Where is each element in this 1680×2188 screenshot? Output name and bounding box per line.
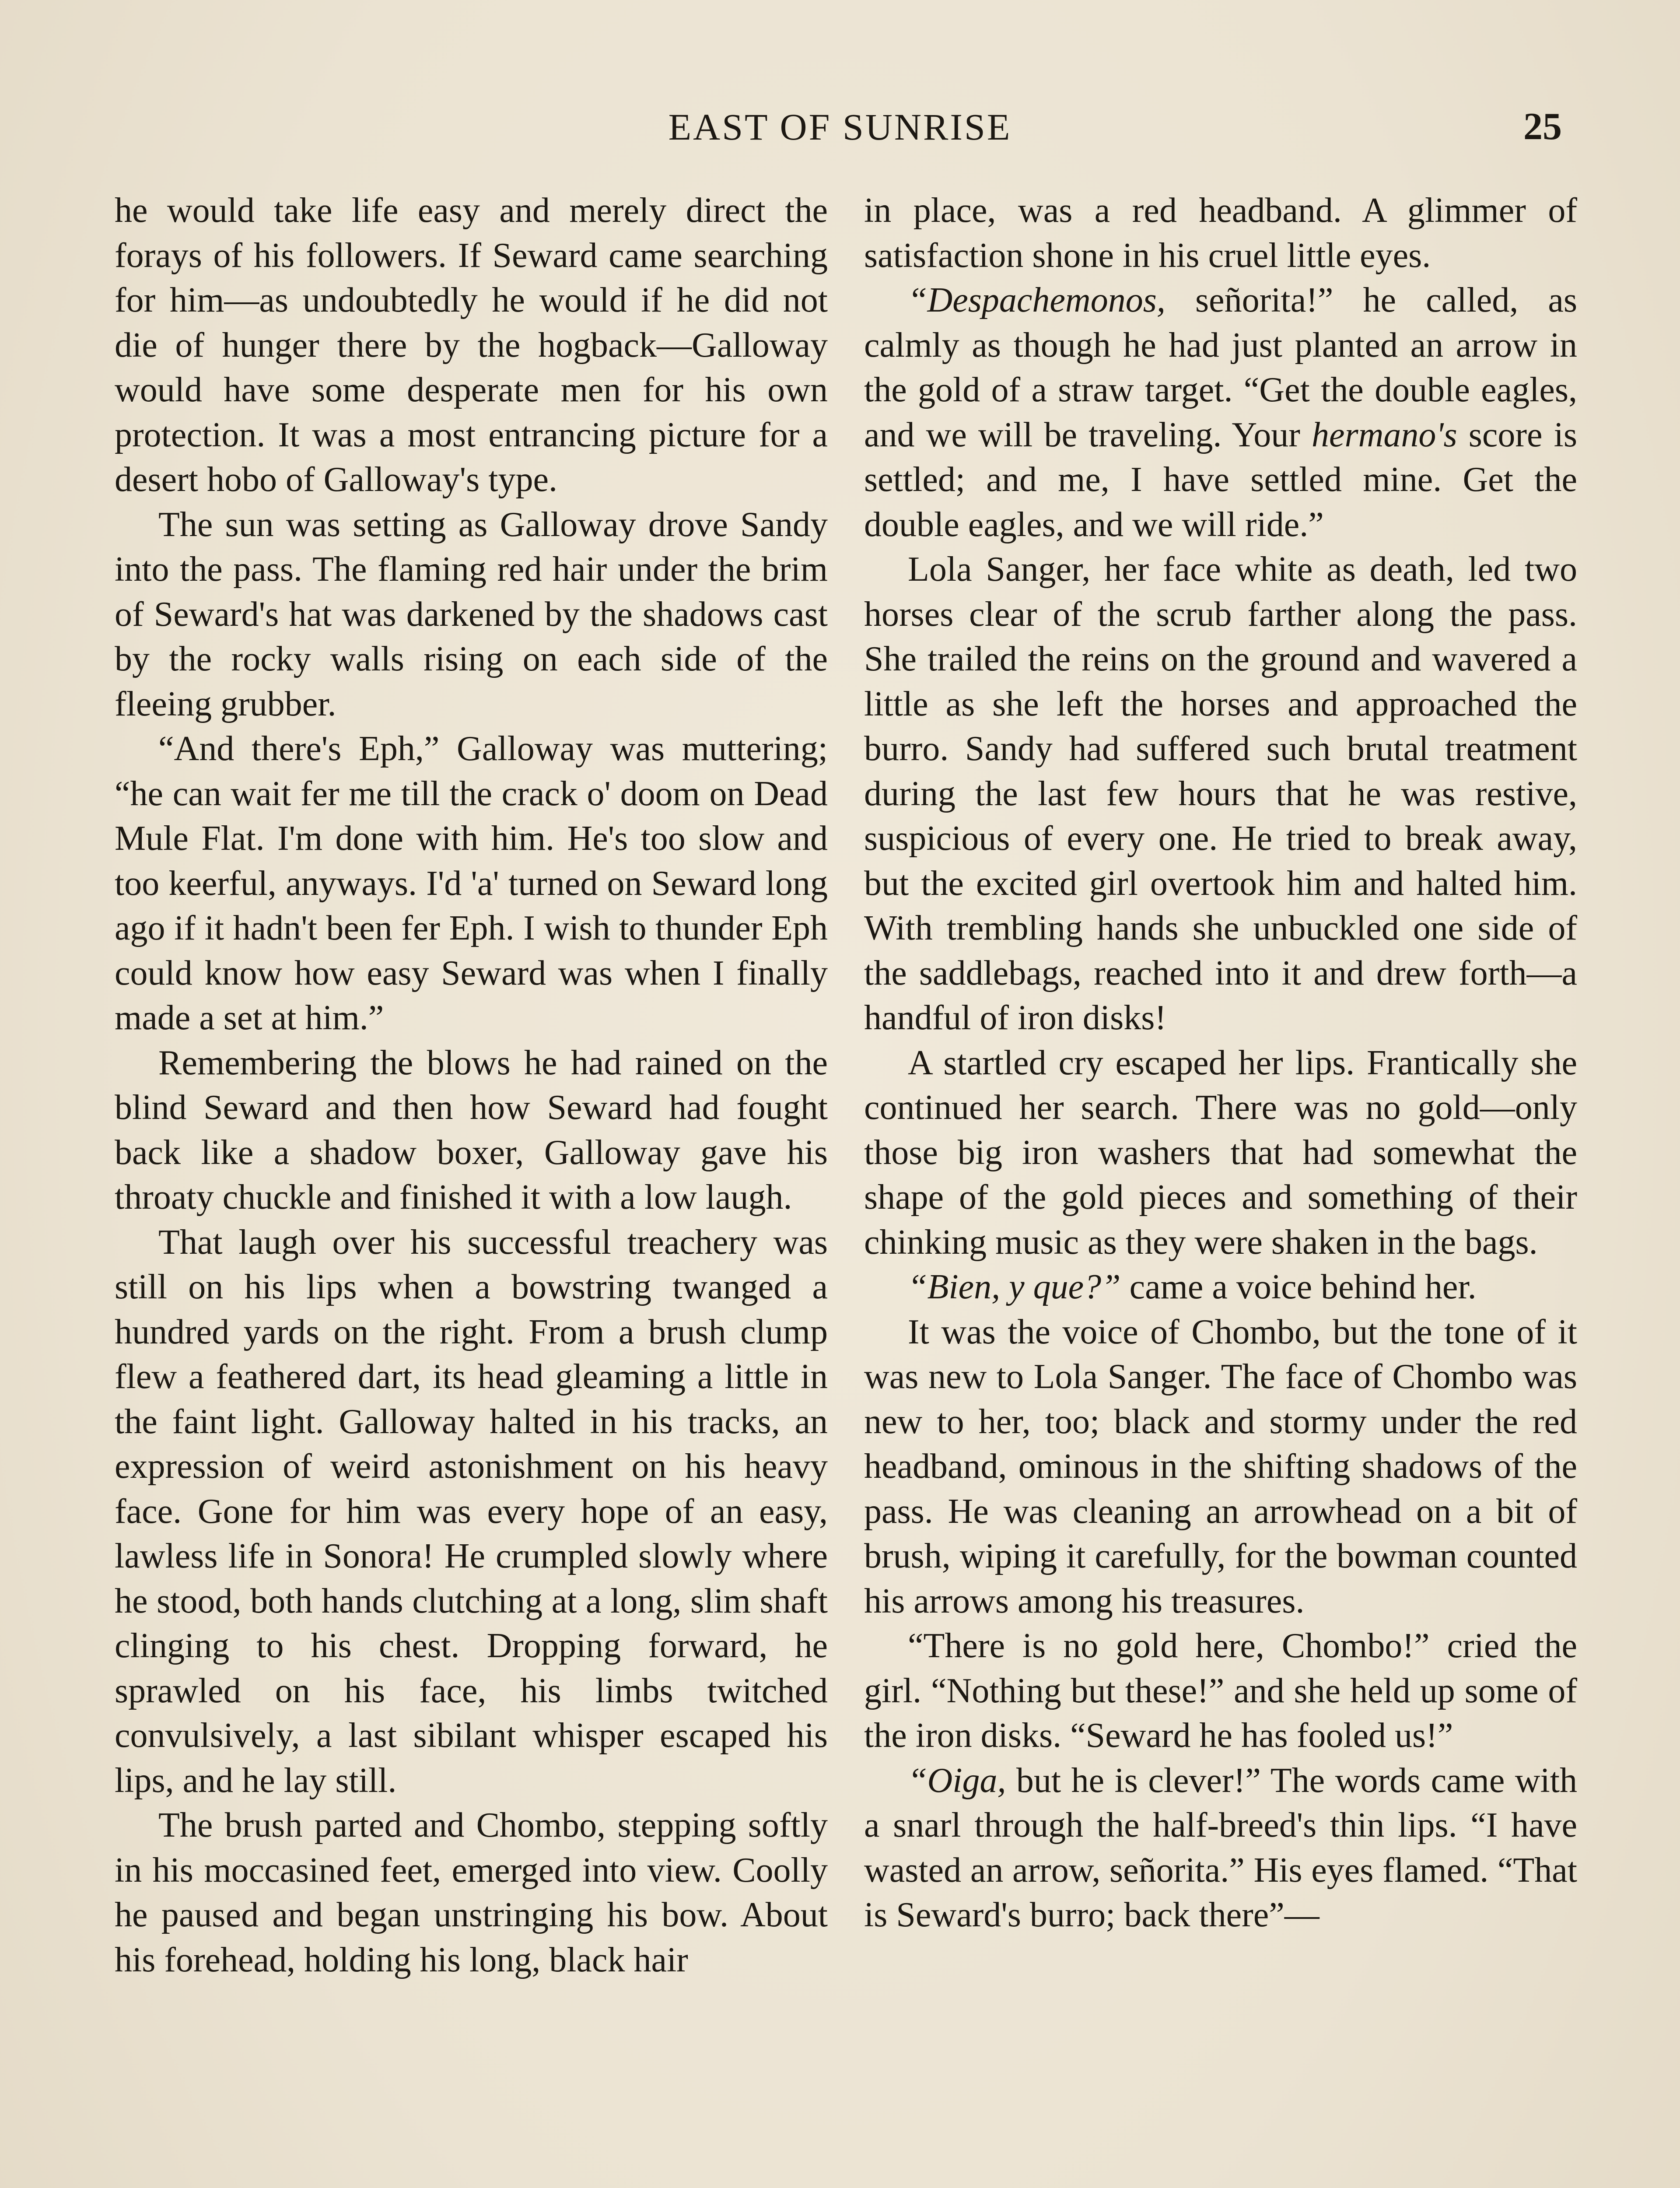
paragraph: It was the voice of Chombo, but the tone of it was new to Lola Sanger. The face of Chombo was new to her, too; black and stormy under the red headband, ominous in the shifting shadows of the pass. He was cleaning an arrowhead on a bit of brush, wiping it carefully, for the bowman counted his arrows among his treasures. [864,1312,1577,1620]
paragraph: The brush parted and Chombo, stepping softly in his moccasined feet, emerged into view. Coolly he paused and began unstringing his bow. About his forehead, holding his long, black hair [115,1806,828,1979]
paragraph: Remembering the blows he had rained on the blind Seward and then how Seward had fought back like a shadow boxer, Galloway gave his throaty chuckle and finished it with a low laugh. [115,1043,828,1217]
paragraph: “And there's Eph,” Galloway was muttering; “he can wait fer me till the crack o' doom on Dead Mule Flat. I'm done with him. He's too slow and too keerful, anyways. I'd 'a' turned on Seward long ago if it hadn't been fer Eph. I wish to thunder Eph could know how easy Seward was when I finally made a set at him.” [115,729,828,1037]
paragraph: “There is no gold here, Chombo!” cried the girl. “Nothing but these!” and she held up some of the iron disks. “Seward he has fooled us!” [864,1627,1577,1755]
paragraph [864,1265,1577,1310]
paragraph-text: score is settled; and me, I have settled mine. Get the double eagles, and we will ride.” [864,415,1577,544]
paragraph: That laugh over his successful treachery was still on his lips when a bowstring twanged a hundred yards on the right. From a brush clump flew a feathered dart, its head gleaming a little in the faint light. Galloway halted in his tracks, an expression of weird astonishment on his heavy face. Gone for him was every hope of an easy, lawless life in Sonora! He crumpled slowly where he stood, both hands clutching at a long, slim shaft clinging to his chest. Dropping forward, he sprawled on his face, his limbs twitched convulsively, a last sibilant whisper escaped his lips, and he lay still. [115,1223,828,1800]
paragraph [864,278,1577,547]
paragraph: A startled cry escaped her lips. Frantically she continued her search. There was no gold—only those big iron washers that had somewhat the shape of the gold pieces and something of their chinking music as they were shaken in the bags. [864,1043,1577,1262]
running-title: EAST OF SUNRISE [668,106,1012,148]
paragraph-text: came a voice behind her. [1120,1268,1477,1306]
paragraph: The sun was setting as Galloway drove Sandy into the pass. The flaming red hair under the brim of Seward's hat was darkened by the shadows cast by the rocky walls rising on each side of the fleeing grubber. [115,505,828,723]
left-column [115,188,828,2188]
italic-text: hermano's [1312,415,1457,454]
italic-text: “Despachemonos, [908,281,1166,319]
paragraph-text: señorita!” he called, as calmly as though he had just planted an arrow in the gold of a straw target. “Get the double eagles, and we will be traveling. Your [864,281,1577,454]
paragraph [864,1758,1577,1938]
paragraph: he would take life easy and merely direct the forays of his followers. If Seward came searching for him—as undoubtedly he would if he did not die of hunger there by the hogback—Galloway would have some desperate men for his own protection. It was a most entrancing picture for a desert hobo of Galloway's type. [115,191,828,499]
paragraph: in place, was a red headband. A glimmer of satisfaction shone in his cruel little eyes. [864,191,1577,275]
paragraph: Lola Sanger, her face white as death, led two horses clear of the scrub farther along the pass. She trailed the reins on the ground and wavered a little as she left the horses and approached the burro. Sandy had suffered such brutal treatment during the last few hours that he was restive, suspicious of every one. He tried to break away, but the excited girl overtook him and halted him. With trembling hands she unbuckled one side of the saddlebags, reached into it and drew forth—a handful of iron disks! [864,550,1577,1037]
right-column [864,188,1577,2188]
paragraph-text: but he is clever!” The words came with a snarl through the half-breed's thin lips. “I have wasted an arrow, señorita.” His eyes flamed. “That is Seward's burro; back there”— [864,1761,1577,1934]
page-number: 25 [1523,105,1562,148]
italic-text: “Bien, y que?” [908,1268,1121,1306]
italic-text: “Oiga, [908,1761,1006,1800]
